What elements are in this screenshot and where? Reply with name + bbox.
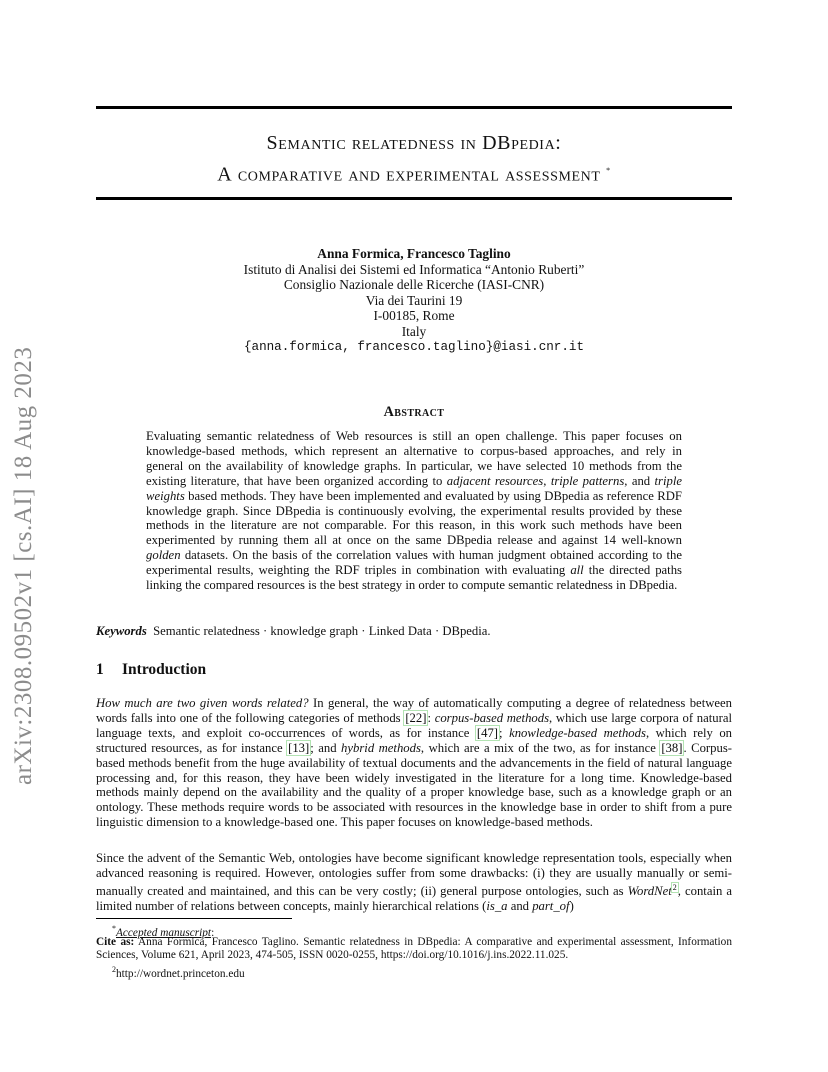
abstract-span: , and: [624, 473, 655, 488]
body-emph: part_of: [532, 898, 570, 913]
abstract-emph: triple patterns: [550, 473, 625, 488]
citation-link[interactable]: [22]: [405, 710, 427, 725]
address-line-1: Via dei Taurini 19: [365, 292, 463, 308]
abstract-emph: triple weights: [146, 473, 683, 503]
body-span: ; and: [310, 740, 342, 755]
footnote-wordnet: [96, 963, 732, 981]
title-initial: S: [266, 132, 279, 154]
cite-as-label: Cite as:: [96, 936, 135, 948]
title-part: emantic relatedness in: [278, 132, 483, 154]
abstract-span: ,: [543, 473, 551, 488]
body-span: In general, the way of automatically computing a degree of relatedness between words falls into one of the following categories of methods: [96, 696, 732, 725]
arxiv-sidebar-id: arXiv:2308.09502v1 [cs.AI] 18 Aug 2023: [10, 346, 37, 785]
body-span: ): [569, 898, 574, 913]
body-emph: hybrid methods: [341, 740, 421, 755]
body-span: . Corpus-based methods benefit from the huge availability of textual documents and the advancements in the field of natural language processing and, for this reason, they have been widely investigated in the literature for a long time. Knowledge-based methods mainly depend on the availability and the quality of a proper knowledge base, such as a knowledge graph or an ontology. These methods require words to be associated with resources in the knowledge base in order to shift from a pure linguistic dimension to a knowledge-based one. This paper focuses on knowledge-based methods.: [96, 740, 732, 830]
body-span: Since the advent of the Semantic Web, ontologies have become significant knowledge representation tools, especially when advanced reasoning is required. However, ontologies suffer from some drawbacks: (i) they are usually manually or semi-manually created and maintained, and this can be very costly; (ii) general purpose ontologies, such as: [96, 851, 732, 899]
affiliation-1: Istituto di Analisi dei Sistemi ed Informatica “Antonio Ruberti”: [243, 261, 585, 277]
citation-link[interactable]: [38]: [661, 740, 683, 755]
body-emph: is_a: [486, 898, 508, 913]
abstract-heading: Abstract: [383, 404, 445, 420]
footnote-mark: 2: [112, 965, 116, 974]
address-line-2: I-00185, Rome: [373, 308, 455, 324]
citation-link[interactable]: [47]: [476, 725, 499, 740]
abstract-emph: all: [570, 563, 584, 578]
section-number: 1: [96, 661, 104, 678]
abstract-span: Evaluating semantic relatedness of Web resources is still an open challenge. This paper focuses on knowledge-based methods, which represent an alternative to corpus-based approaches, and rely in general on the availability of knowledge graphs. In particular, we have selected 10 methods from the existing literature, that have been organized according to: [146, 429, 682, 488]
footnote-rule: [96, 918, 292, 919]
footnote-mark: *: [112, 924, 116, 933]
title-footnote-mark: *: [606, 166, 611, 175]
body-span: , which rely on structured resources, as for instance: [96, 725, 733, 755]
title-line-2: [96, 157, 732, 189]
body-span: , which are a mix of the two, as for instance: [420, 740, 661, 755]
footnote-cite-as: [96, 936, 732, 963]
abstract-span: datasets. On the basis of the correlation values with human judgment obtained according to the experimental results, weighting the RDF triples in combination with evaluating: [146, 548, 682, 578]
title-line-1: [96, 130, 732, 157]
cite-as-text: Anna Formica, Francesco Taglino. Semantic relatedness in DBpedia: A comparative and experimental assessment, Information Sciences, Volume 621, April 2023, 474-505, ISSN 0020-0255, https://doi.org/10.1016/j.ins.2022.11.025.: [96, 936, 732, 962]
title-part: comparative and experimental assessment: [232, 163, 601, 186]
body-span: :: [427, 710, 435, 725]
title-part: DB: [482, 132, 512, 154]
abstract-text: [146, 429, 682, 593]
body-emph: knowledge-based methods: [509, 725, 646, 740]
footnote-text: Accepted manuscript: [116, 926, 212, 939]
body-span: ;: [499, 725, 510, 740]
keywords-label: Keywords: [96, 624, 147, 638]
body-span: , which use large corpora of natural language texts, and exploit co-occurrences of words, as for instance: [96, 710, 733, 740]
abstract-emph: golden: [146, 548, 181, 563]
footnote-url[interactable]: http://wordnet.princeton.edu: [116, 967, 245, 980]
abstract-span: based methods. They have been implemented and evaluated by using DBpedia as reference RDF knowledge graph. Since DBpedia is continuously evolving, the experimental results provided by these methods in the literature are not comparable. For this reason, in this work such methods have been experimented by running them all at once on the same DBpedia release and against 14 well-known: [146, 488, 682, 548]
body-span: , contain a limited number of relations between concepts, mainly hierarchical relations (: [96, 884, 732, 913]
title-part: pedia:: [511, 132, 562, 154]
author-emails: {anna.formica, francesco.taglino}@iasi.cnr.it: [243, 339, 585, 354]
author-block: [96, 246, 732, 355]
abstract-emph: adjacent resources: [446, 473, 544, 488]
keywords-text: Semantic relatedness · knowledge graph · Linked Data · DBpedia.: [153, 624, 491, 638]
body-emph: corpus-based methods: [434, 710, 550, 725]
abstract-span: the directed paths linking the compared resources is the best strategy in order to compute semantic relatedness in DBpedia.: [146, 563, 682, 593]
footnote-text: :: [211, 926, 215, 939]
country: Italy: [401, 323, 427, 339]
title-initial: A: [217, 163, 233, 186]
body-emph: How much are two given words related?: [96, 696, 309, 710]
title-bottom-rule: [96, 197, 732, 200]
author-names: Anna Formica, Francesco Taglino: [317, 246, 511, 261]
footnote-link[interactable]: 2: [672, 882, 677, 892]
keywords: [96, 624, 732, 639]
body-span: and: [507, 898, 533, 913]
citation-link[interactable]: [13]: [288, 740, 310, 755]
title-top-rule: [96, 106, 732, 109]
affiliation-2: Consiglio Nazionale delle Ricerche (IASI-CNR): [283, 277, 545, 293]
paper-title: [96, 130, 732, 189]
body-emph: WordNet: [627, 884, 672, 899]
section-heading-introduction: [96, 661, 206, 679]
intro-paragraph-1: [96, 696, 732, 830]
section-title: Introduction: [122, 661, 207, 678]
intro-paragraph-2: [96, 851, 732, 914]
